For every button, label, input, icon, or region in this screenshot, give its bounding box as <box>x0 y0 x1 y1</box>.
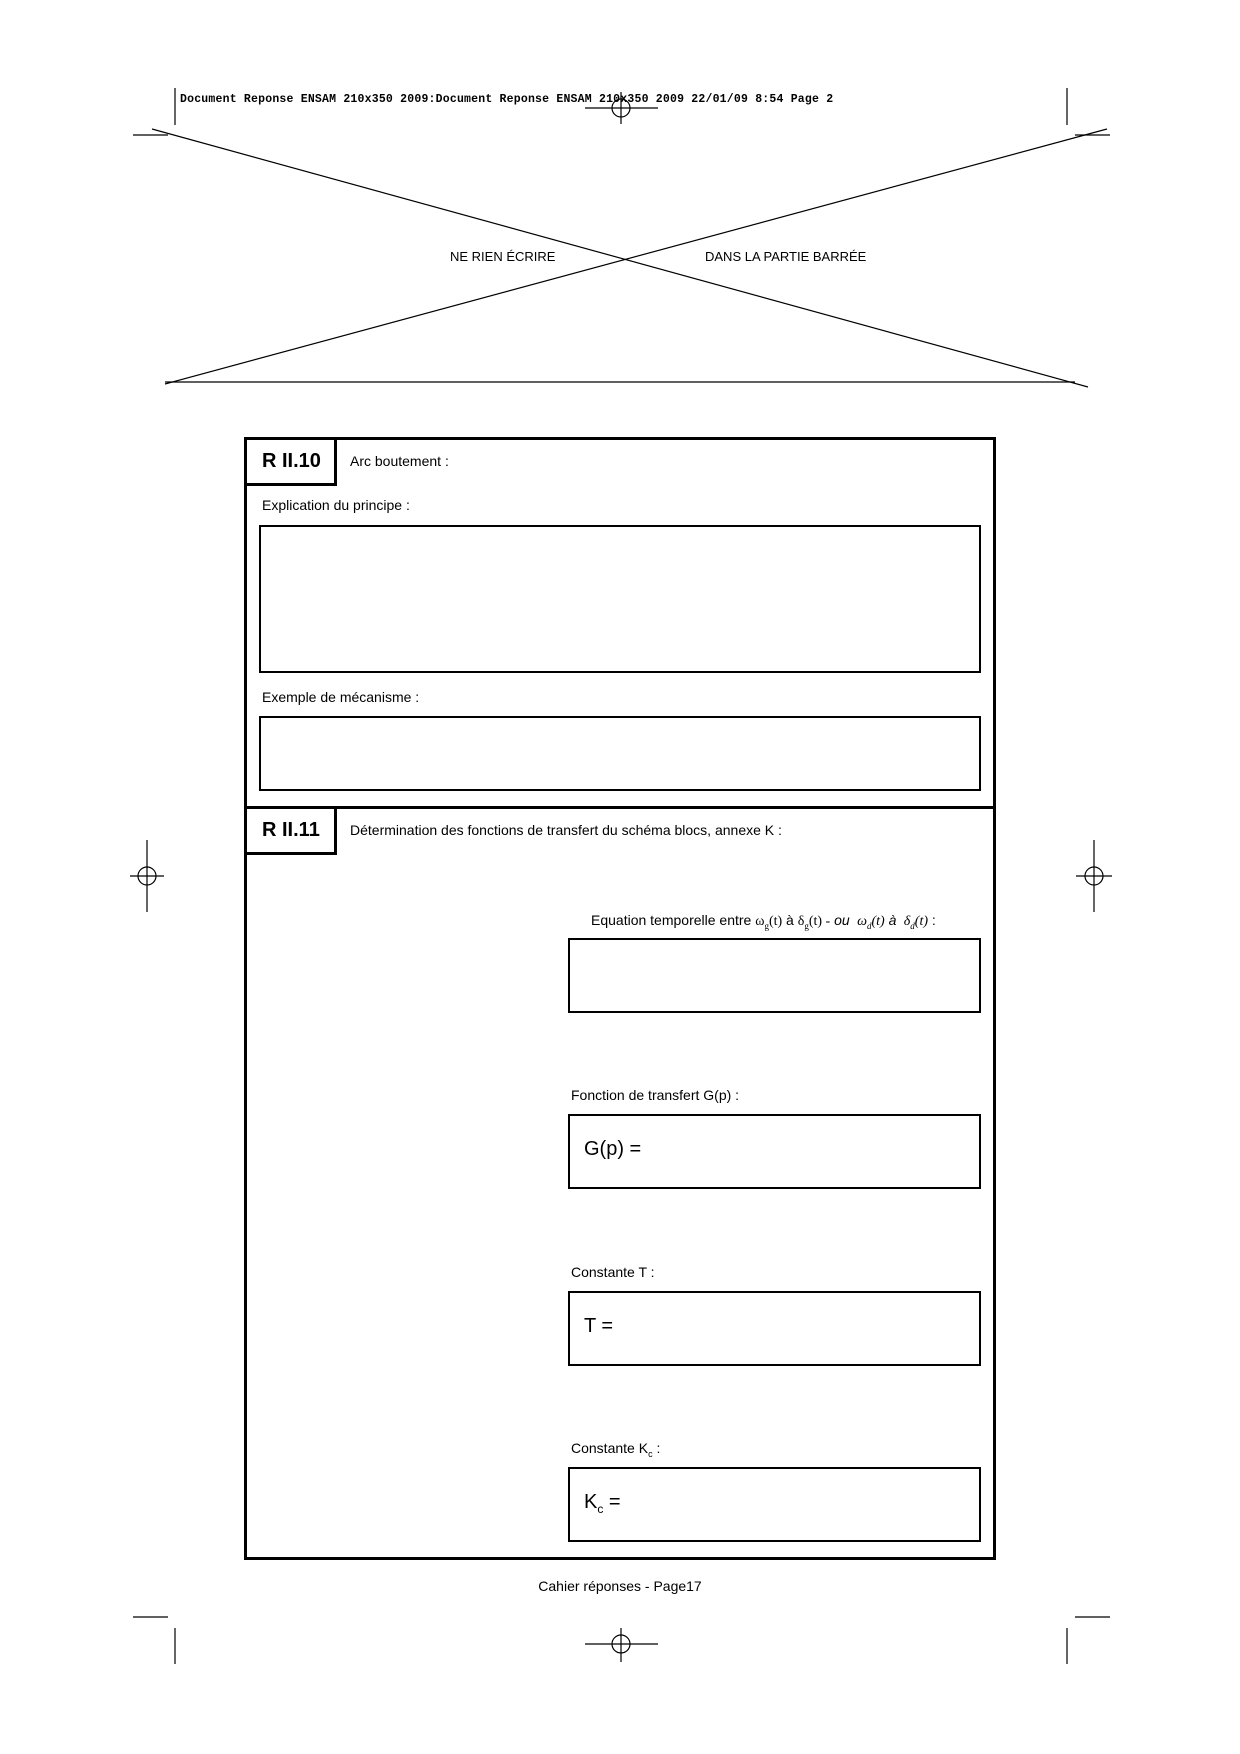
r2-10-title: Arc boutement : <box>350 453 449 469</box>
barred-line-2 <box>165 129 1107 384</box>
constant-t-prefill: T = <box>584 1315 614 1337</box>
transfer-function-prefill: G(p) = <box>584 1138 642 1160</box>
tag-r2-11: R II.11 <box>247 809 337 855</box>
transfer-function-label: Fonction de transfert G(p) : <box>571 1087 740 1103</box>
barred-right-text: DANS LA PARTIE BARRÉE <box>705 249 867 264</box>
barred-line-1 <box>152 129 1088 387</box>
page-footer: Cahier réponses - Page17 <box>538 1578 702 1594</box>
tag-r2-10: R II.10 <box>247 440 337 486</box>
equation-answer-box[interactable] <box>568 938 981 1013</box>
equation-label: Equation temporelle entre $\omega_g(t)$ à $\delta_g(t)$ - ou $\omega_d(t)$ à $\delta_d(t)$ : <box>591 912 936 931</box>
transfer-function-box[interactable] <box>568 1114 981 1189</box>
explication-label: Explication du principe : <box>262 497 410 513</box>
constant-t-box[interactable] <box>568 1291 981 1366</box>
exemple-answer-box[interactable] <box>259 716 981 791</box>
constant-kc-label: Constante $K_c$ : <box>571 1440 661 1459</box>
r2-11-title: Détermination des fonctions de transfert du schéma blocs, annexe K : <box>350 822 782 838</box>
barred-left-text: NE RIEN ÉCRIRE <box>450 249 556 264</box>
explication-answer-box[interactable] <box>259 525 981 673</box>
exemple-label: Exemple de mécanisme : <box>262 689 420 705</box>
constant-kc-box[interactable] <box>568 1467 981 1542</box>
section-divider <box>244 806 996 809</box>
constant-kc-prefill: $K_c$ = <box>584 1491 621 1516</box>
constant-t-label: Constante T : <box>571 1264 655 1280</box>
print-header: Document Reponse ENSAM 210x350 2009:Document Reponse ENSAM 210x350 2009 22/01/09 8:54 Page 2 <box>180 93 834 106</box>
